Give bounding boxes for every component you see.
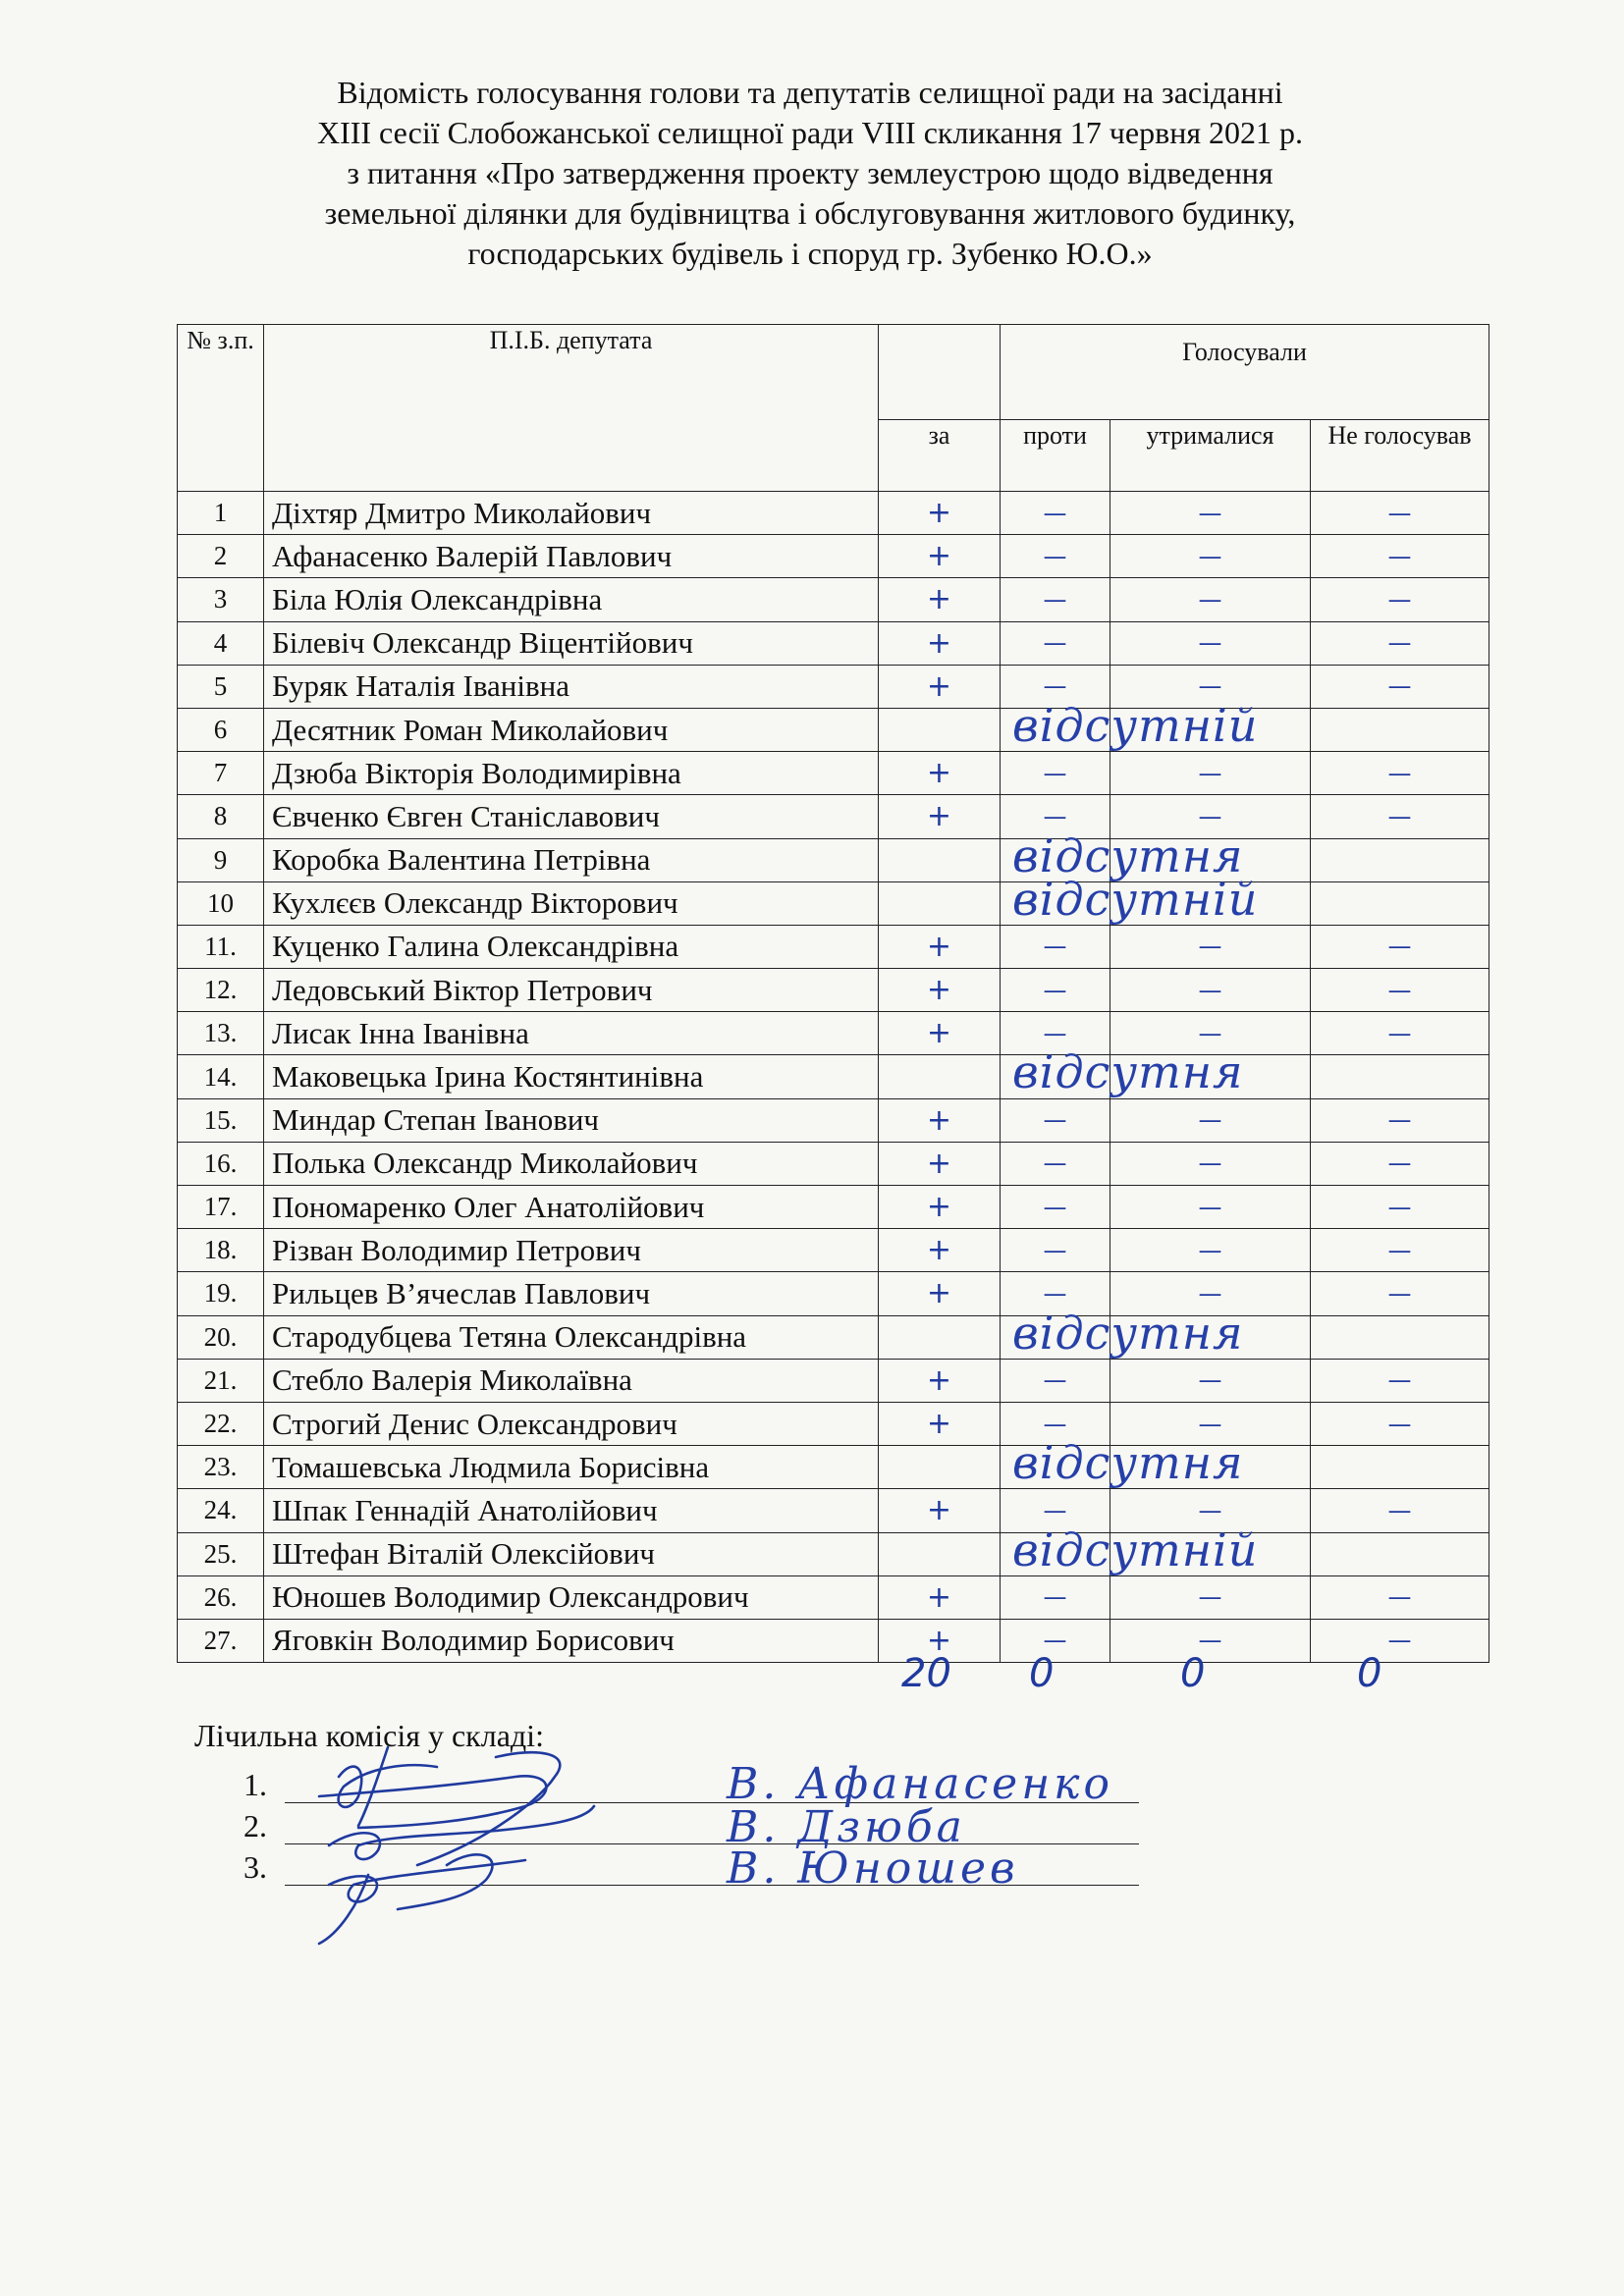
- vote-for: +: [879, 1098, 1001, 1142]
- commission-label: Лічильна комісія у складі:: [194, 1718, 544, 1753]
- vote-against: [1001, 881, 1110, 925]
- vote-abstained: —: [1110, 795, 1311, 838]
- vote-against: —: [1001, 535, 1110, 578]
- deputy-name: Білевіч Олександр Віцентійович: [264, 621, 879, 665]
- deputy-name: Пономаренко Олег Анатолійович: [264, 1186, 879, 1229]
- vote-abstained: —: [1110, 1489, 1311, 1532]
- row-number: 6: [178, 708, 264, 751]
- vote-for: +: [879, 1575, 1001, 1619]
- vote-abstained: [1110, 1055, 1311, 1098]
- absent-note: відсутня: [1012, 828, 1244, 882]
- deputy-name: Миндар Степан Іванович: [264, 1098, 879, 1142]
- table-row: [178, 1315, 1489, 1359]
- row-number: 20.: [178, 1315, 264, 1359]
- absent-note: відсутня: [1012, 1045, 1244, 1099]
- row-number: 7: [178, 752, 264, 795]
- vote-abstained: —: [1110, 752, 1311, 795]
- vote-against: —: [1001, 925, 1110, 968]
- vote-not-voted: [1311, 1055, 1489, 1098]
- row-number: 22.: [178, 1402, 264, 1445]
- vote-abstained: —: [1110, 1575, 1311, 1619]
- deputy-name: Штефан Віталій Олексійович: [264, 1532, 879, 1575]
- row-number: 8: [178, 795, 264, 838]
- table-row: [178, 665, 1489, 708]
- vote-for: [879, 872, 1259, 926]
- vote-against: —: [1001, 1272, 1110, 1315]
- deputy-name: Томашевська Людмила Борисівна: [264, 1446, 879, 1489]
- deputy-name: Яговкін Володимир Борисович: [264, 1619, 879, 1662]
- row-number: 18.: [178, 1229, 264, 1272]
- deputy-name: Різван Володимир Петрович: [264, 1229, 879, 1272]
- deputy-name: Юношев Володимир Олександрович: [264, 1575, 879, 1619]
- commission-num: 3.: [244, 1849, 267, 1885]
- vote-against: —: [1001, 578, 1110, 621]
- deputy-name: Полька Олександр Миколайович: [264, 1142, 879, 1185]
- deputy-name: Коробка Валентина Петрівна: [264, 838, 879, 881]
- vote-abstained: —: [1110, 665, 1311, 708]
- table-row: [178, 752, 1489, 795]
- header-abstained: утрималися: [1110, 420, 1311, 492]
- vote-against: —: [1001, 1098, 1110, 1142]
- vote-against: —: [1001, 1575, 1110, 1619]
- vote-against: —: [1001, 1359, 1110, 1402]
- vote-not-voted: [1311, 1315, 1489, 1359]
- vote-against: —: [1001, 1142, 1110, 1185]
- vote-for: +: [879, 578, 1001, 621]
- handwritten-signatures: [299, 1737, 623, 1953]
- deputy-name: Стародубцева Тетяна Олександрівна: [264, 1315, 879, 1359]
- header-num: № з.п.: [178, 325, 264, 492]
- total-not-voted: 0: [1357, 1651, 1382, 1696]
- vote-for: +: [879, 1012, 1001, 1055]
- absent-note: відсутня: [1012, 1436, 1244, 1490]
- vote-abstained: —: [1110, 1619, 1311, 1662]
- absent-note: відсутній: [1012, 872, 1259, 926]
- deputy-name: Шпак Геннадій Анатолійович: [264, 1489, 879, 1532]
- header-not-voted: Не голосував: [1311, 420, 1489, 492]
- vote-abstained: [1110, 1315, 1311, 1359]
- vote-not-voted: [1311, 1532, 1489, 1575]
- table-row: [178, 492, 1489, 535]
- table-row: [178, 1186, 1489, 1229]
- row-number: 12.: [178, 969, 264, 1012]
- title-line: земельної ділянки для будівництва і обслуговування житлового будинку,: [324, 195, 1296, 231]
- table-row: [178, 838, 1489, 881]
- vote-not-voted: —: [1311, 1359, 1489, 1402]
- header-empty: [879, 325, 1001, 420]
- commission-num: 2.: [244, 1808, 267, 1843]
- vote-abstained: —: [1110, 535, 1311, 578]
- deputy-name: Куценко Галина Олександрівна: [264, 925, 879, 968]
- deputy-name: Ледовський Віктор Петрович: [264, 969, 879, 1012]
- vote-abstained: —: [1110, 1359, 1311, 1402]
- vote-against: —: [1001, 1012, 1110, 1055]
- absent-note: відсутній: [1012, 1522, 1259, 1576]
- table-row: [178, 621, 1489, 665]
- deputy-name: Десятник Роман Миколайович: [264, 708, 879, 751]
- vote-against: —: [1001, 1402, 1110, 1445]
- deputy-name: Діхтяр Дмитро Миколайович: [264, 492, 879, 535]
- vote-not-voted: —: [1311, 925, 1489, 968]
- table-row: [178, 969, 1489, 1012]
- row-number: 10: [178, 881, 264, 925]
- row-number: 25.: [178, 1532, 264, 1575]
- absent-note: відсутня: [1012, 1306, 1244, 1360]
- vote-not-voted: —: [1311, 1186, 1489, 1229]
- voting-table: [177, 324, 1489, 1663]
- title-line: Відомість голосування голови та депутатів селищної ради на засіданні: [337, 75, 1283, 110]
- commission-member-name: В. Афанасенко: [727, 1759, 1113, 1809]
- total-abstained: 0: [1180, 1651, 1206, 1696]
- document-title: [157, 73, 1463, 274]
- vote-for: +: [879, 535, 1001, 578]
- row-number: 13.: [178, 1012, 264, 1055]
- deputy-name: Дзюба Вікторія Володимирівна: [264, 752, 879, 795]
- vote-abstained: —: [1110, 578, 1311, 621]
- row-number: 3: [178, 578, 264, 621]
- vote-for: +: [879, 795, 1001, 838]
- vote-against: —: [1001, 492, 1110, 535]
- vote-against: —: [1001, 1229, 1110, 1272]
- deputy-name: Стебло Валерія Миколаївна: [264, 1359, 879, 1402]
- vote-for: +: [879, 969, 1001, 1012]
- header-name: П.І.Б. депутата: [264, 325, 879, 492]
- table-row: [178, 1098, 1489, 1142]
- vote-for: +: [879, 925, 1001, 968]
- title-line: господарських будівель і споруд гр. Зубенко Ю.О.»: [467, 236, 1153, 271]
- row-number: 26.: [178, 1575, 264, 1619]
- vote-not-voted: —: [1311, 1272, 1489, 1315]
- vote-not-voted: —: [1311, 1098, 1489, 1142]
- deputy-name: Афанасенко Валерій Павлович: [264, 535, 879, 578]
- vote-abstained: —: [1110, 1186, 1311, 1229]
- row-number: 17.: [178, 1186, 264, 1229]
- vote-for: +: [879, 752, 1001, 795]
- table-body: [178, 492, 1489, 1663]
- vote-not-voted: —: [1311, 752, 1489, 795]
- vote-not-voted: —: [1311, 1142, 1489, 1185]
- row-number: 15.: [178, 1098, 264, 1142]
- vote-abstained: —: [1110, 621, 1311, 665]
- deputy-name: Біла Юлія Олександрівна: [264, 578, 879, 621]
- table-row: [178, 1619, 1489, 1662]
- vote-for: [879, 1306, 1244, 1360]
- vote-abstained: [1110, 1532, 1311, 1575]
- vote-abstained: [1110, 881, 1311, 925]
- row-number: 19.: [178, 1272, 264, 1315]
- row-number: 16.: [178, 1142, 264, 1185]
- header-voted: Голосували: [1001, 325, 1489, 420]
- vote-against: [1001, 1446, 1110, 1489]
- vote-abstained: —: [1110, 1012, 1311, 1055]
- vote-for: +: [879, 1402, 1001, 1445]
- table-row: [178, 1575, 1489, 1619]
- vote-not-voted: —: [1311, 969, 1489, 1012]
- table-row: [178, 795, 1489, 838]
- vote-for: [879, 698, 1259, 752]
- vote-for: [879, 1522, 1259, 1576]
- vote-for: [879, 1045, 1244, 1099]
- vote-not-voted: —: [1311, 795, 1489, 838]
- vote-abstained: [1110, 708, 1311, 751]
- vote-not-voted: —: [1311, 1402, 1489, 1445]
- vote-for: +: [879, 1186, 1001, 1229]
- vote-abstained: [1110, 1446, 1311, 1489]
- vote-against: —: [1001, 1619, 1110, 1662]
- vote-abstained: —: [1110, 969, 1311, 1012]
- vote-against: [1001, 708, 1110, 751]
- row-number: 2: [178, 535, 264, 578]
- vote-not-voted: —: [1311, 621, 1489, 665]
- vote-for: +: [879, 1489, 1001, 1532]
- row-number: 5: [178, 665, 264, 708]
- vote-against: [1001, 1315, 1110, 1359]
- row-number: 24.: [178, 1489, 264, 1532]
- vote-against: —: [1001, 1489, 1110, 1532]
- vote-for: +: [879, 621, 1001, 665]
- vote-not-voted: [1311, 881, 1489, 925]
- vote-not-voted: —: [1311, 492, 1489, 535]
- vote-not-voted: —: [1311, 665, 1489, 708]
- table-row: [178, 1142, 1489, 1185]
- vote-against: —: [1001, 752, 1110, 795]
- vote-for: +: [879, 1142, 1001, 1185]
- vote-for: +: [879, 1229, 1001, 1272]
- vote-abstained: —: [1110, 1229, 1311, 1272]
- vote-for: +: [879, 1272, 1001, 1315]
- vote-against: —: [1001, 665, 1110, 708]
- vote-for: +: [879, 665, 1001, 708]
- vote-not-voted: —: [1311, 1229, 1489, 1272]
- row-number: 1: [178, 492, 264, 535]
- vote-abstained: —: [1110, 1142, 1311, 1185]
- table-row: [178, 1359, 1489, 1402]
- vote-abstained: —: [1110, 925, 1311, 968]
- header-for: за: [879, 420, 1001, 492]
- deputy-name: Кухлєєв Олександр Вікторович: [264, 881, 879, 925]
- vote-abstained: —: [1110, 492, 1311, 535]
- row-number: 23.: [178, 1446, 264, 1489]
- title-line: з питання «Про затвердження проекту землеустрою щодо відведення: [347, 155, 1273, 190]
- row-number: 11.: [178, 925, 264, 968]
- table-row: [178, 535, 1489, 578]
- vote-for: +: [879, 1619, 1001, 1662]
- vote-not-voted: —: [1311, 1619, 1489, 1662]
- deputy-name: Буряк Наталія Іванівна: [264, 665, 879, 708]
- vote-abstained: —: [1110, 1098, 1311, 1142]
- row-number: 14.: [178, 1055, 264, 1098]
- deputy-name: Маковецька Ірина Костянтинівна: [264, 1055, 879, 1098]
- table-row: [178, 1012, 1489, 1055]
- vote-for: [879, 1436, 1244, 1490]
- row-number: 4: [178, 621, 264, 665]
- deputy-name: Лисак Інна Іванівна: [264, 1012, 879, 1055]
- header-against: проти: [1001, 420, 1110, 492]
- vote-not-voted: [1311, 1446, 1489, 1489]
- total-for: 20: [901, 1651, 951, 1696]
- vote-against: —: [1001, 969, 1110, 1012]
- title-line: XIII сесії Слобожанської селищної ради VIII скликання 17 червня 2021 р.: [316, 115, 1304, 150]
- vote-for: +: [879, 1359, 1001, 1402]
- absent-note: відсутній: [1012, 698, 1259, 752]
- commission-member-name: В. Юношев: [727, 1843, 1019, 1894]
- table-row: [178, 1402, 1489, 1445]
- table-row: [178, 1446, 1489, 1489]
- vote-abstained: —: [1110, 1402, 1311, 1445]
- vote-not-voted: [1311, 838, 1489, 881]
- table-row: [178, 881, 1489, 925]
- vote-against: [1001, 1055, 1110, 1098]
- row-number: 21.: [178, 1359, 264, 1402]
- deputy-name: Євченко Євген Станіславович: [264, 795, 879, 838]
- total-against: 0: [1029, 1651, 1055, 1696]
- vote-against: [1001, 1532, 1110, 1575]
- vote-abstained: —: [1110, 1272, 1311, 1315]
- table-row: [178, 1489, 1489, 1532]
- table-row: [178, 708, 1489, 751]
- commission-member-name: В. Дзюба: [727, 1802, 966, 1852]
- vote-not-voted: —: [1311, 578, 1489, 621]
- vote-not-voted: —: [1311, 1012, 1489, 1055]
- table-row: [178, 925, 1489, 968]
- vote-against: —: [1001, 795, 1110, 838]
- vote-against: —: [1001, 621, 1110, 665]
- table-row: [178, 1229, 1489, 1272]
- deputy-name: Рильцев В’ячеслав Павлович: [264, 1272, 879, 1315]
- row-number: 9: [178, 838, 264, 881]
- vote-not-voted: —: [1311, 1575, 1489, 1619]
- vote-not-voted: —: [1311, 1489, 1489, 1532]
- table-row: [178, 578, 1489, 621]
- row-number: 27.: [178, 1619, 264, 1662]
- vote-for: [879, 828, 1244, 882]
- vote-for: +: [879, 492, 1001, 535]
- commission-num: 1.: [244, 1767, 267, 1802]
- vote-not-voted: —: [1311, 535, 1489, 578]
- vote-not-voted: [1311, 708, 1489, 751]
- vote-against: —: [1001, 1186, 1110, 1229]
- table-row: [178, 1532, 1489, 1575]
- table-row: [178, 1272, 1489, 1315]
- table-row: [178, 1055, 1489, 1098]
- deputy-name: Строгий Денис Олександрович: [264, 1402, 879, 1445]
